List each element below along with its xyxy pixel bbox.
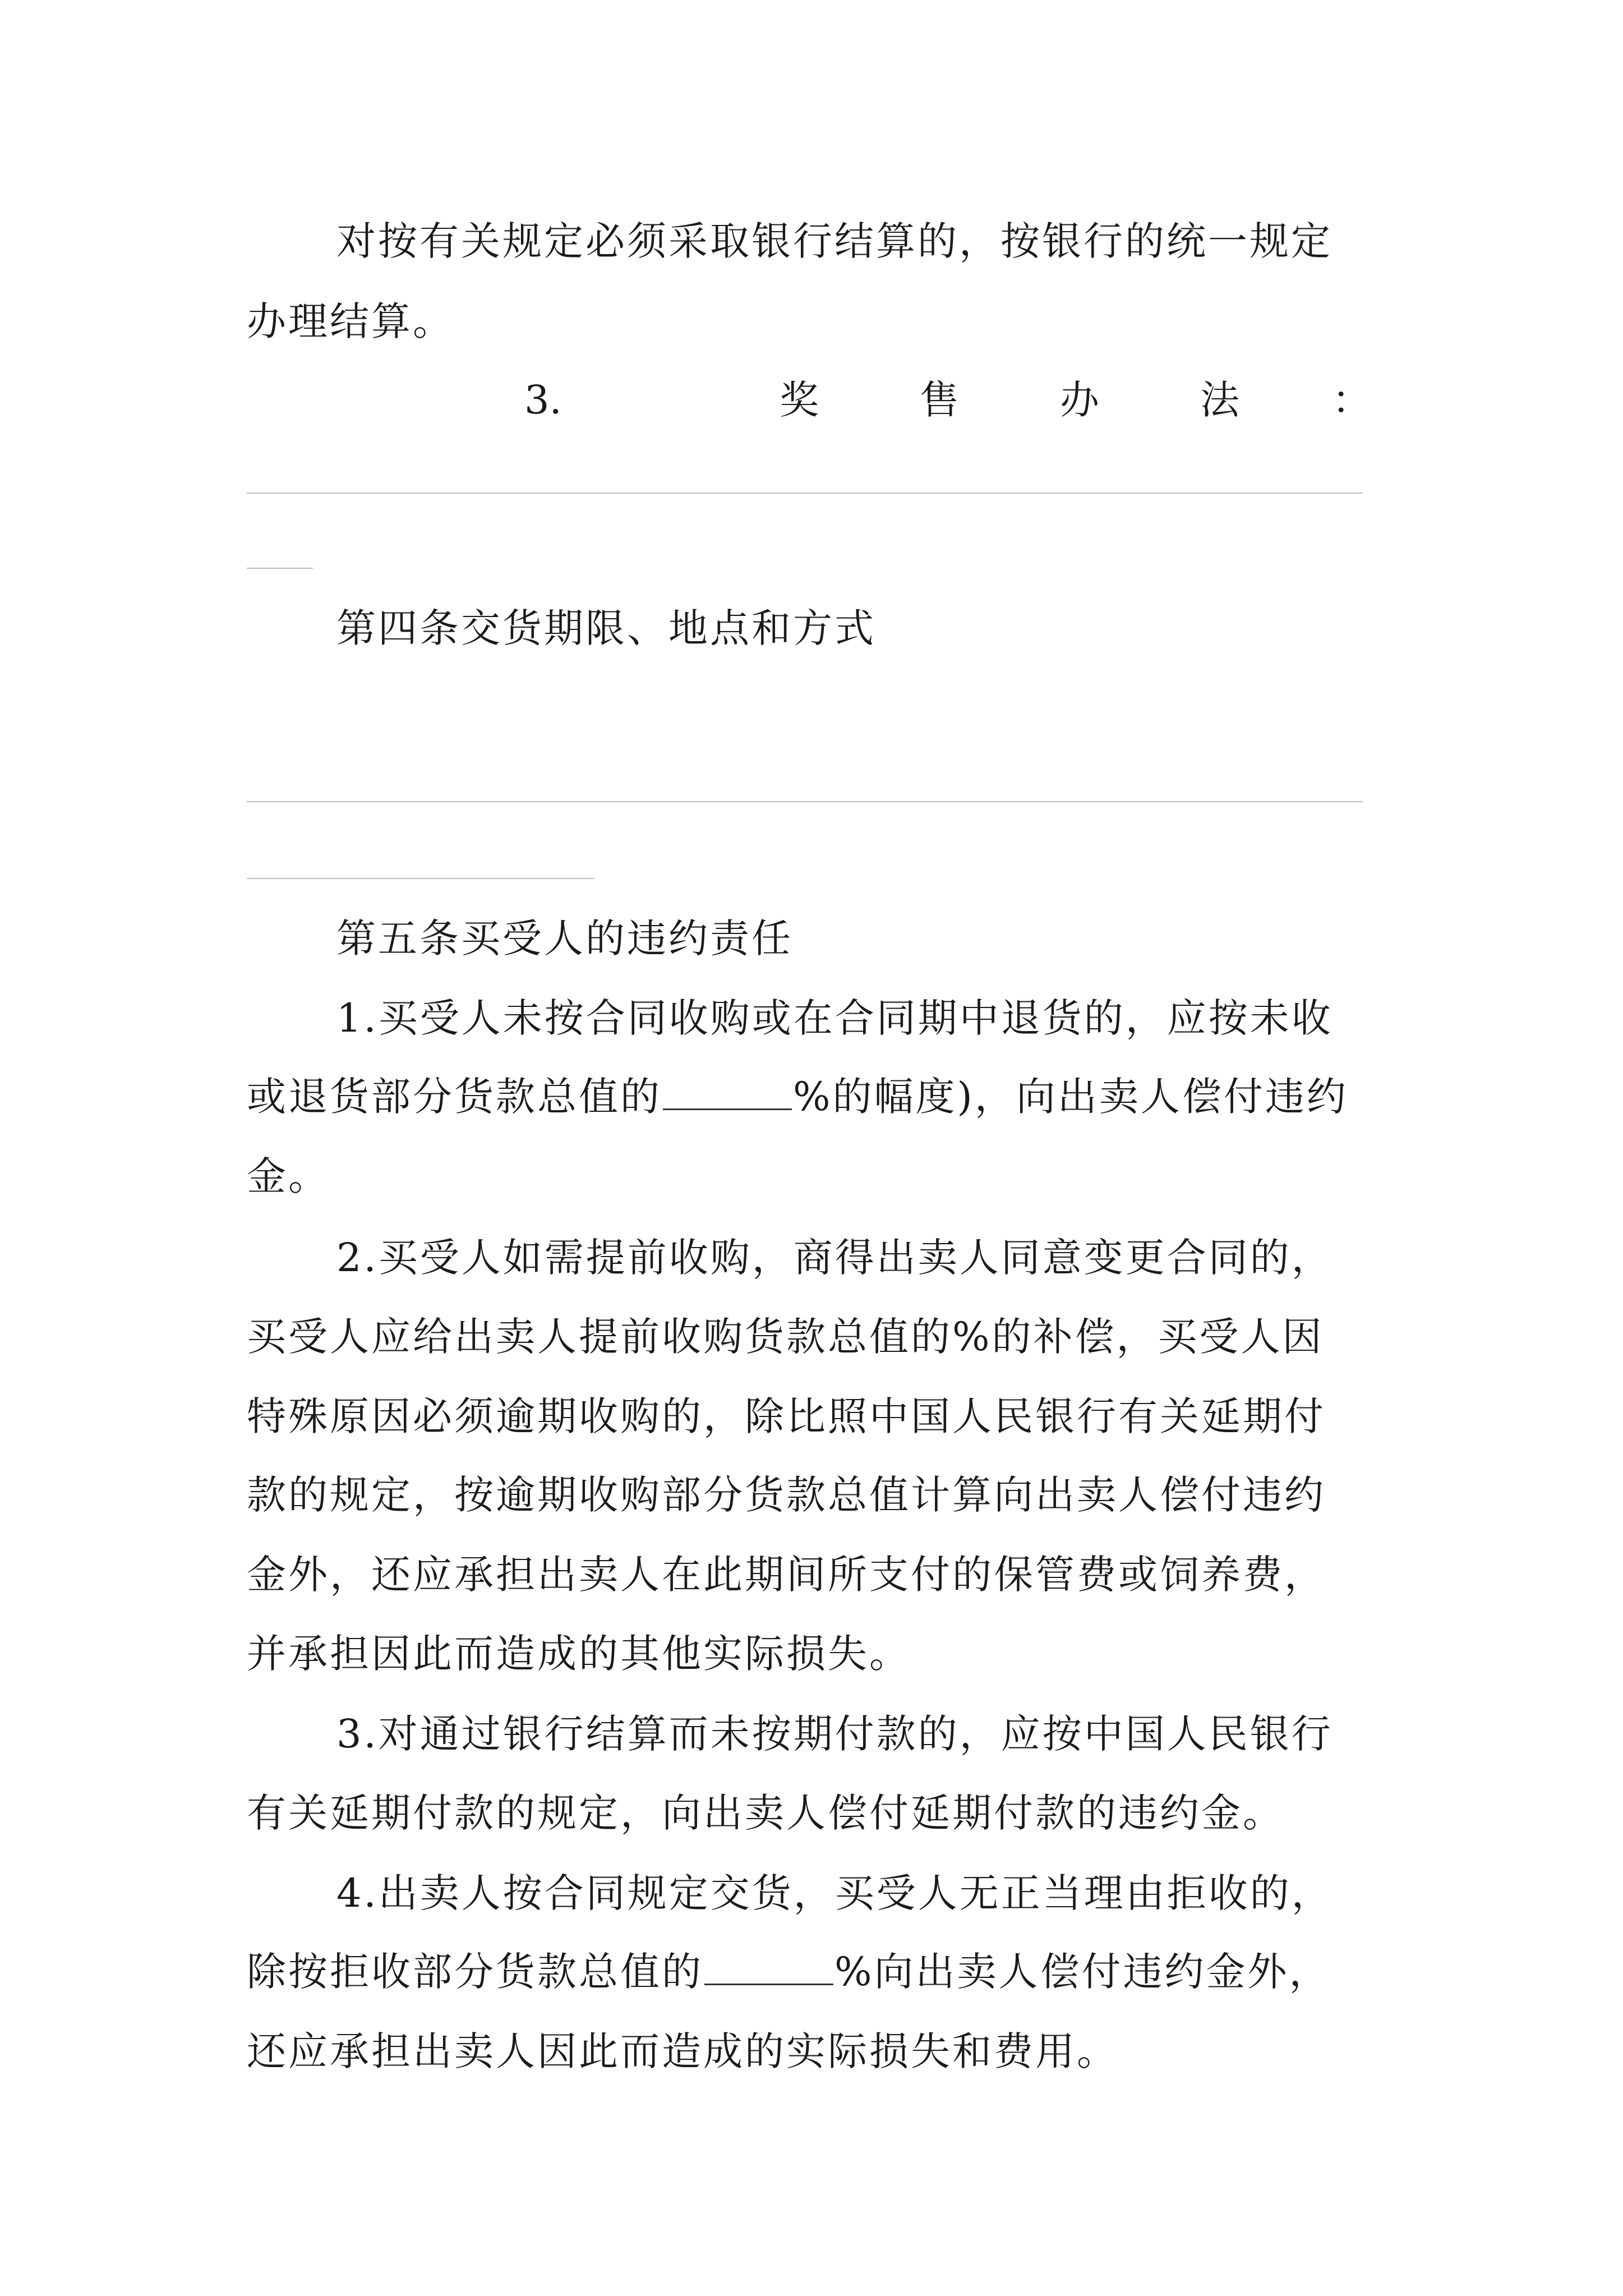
clause-1-line-2	[247, 1071, 1348, 1122]
clause-2-line-3: 特殊原因必须逾期收购的，除比照中国人民银行有关延期付	[247, 1393, 1326, 1439]
clause-4-text-after-blank: %向出卖人偿付违约金外，	[834, 1949, 1331, 1995]
clause-1-text-before-blank: 或退货部分货款总值的	[247, 1074, 662, 1120]
fill-in-line	[247, 493, 1363, 494]
clause-3-line-2: 有关延期付款的规定，向出卖人偿付延期付款的违约金。	[247, 1790, 1284, 1836]
clause-1-line-3: 金。	[247, 1153, 330, 1199]
section-3-char-3: 办	[1060, 377, 1099, 423]
section-3-char-1: 奖	[780, 377, 819, 423]
clause-1-line-1: 1.买受人未按合同收购或在合同期中退货的，应按未收	[336, 995, 1333, 1041]
section-3-char-4: 法	[1200, 377, 1239, 423]
percentage-blank[interactable]	[663, 1075, 792, 1110]
clause-4-text-before-blank: 除按拒收部分货款总值的	[247, 1949, 703, 1995]
clause-4-line-1: 4.出卖人按合同规定交货，买受人无正当理由拒收的，	[336, 1870, 1333, 1916]
clause-2-line-1: 2.买受人如需提前收购，商得出卖人同意变更合同的，	[336, 1235, 1333, 1281]
clause-2-line-5: 金外，还应承担出卖人在此期间所支付的保管费或饲养费，	[247, 1552, 1326, 1598]
percentage-blank[interactable]	[704, 1950, 833, 1985]
clause-1-text-after-blank: %的幅度)，向出卖人偿付违约	[793, 1074, 1348, 1120]
clause-3-line-1: 3.对通过银行结算而未按期付款的，应按中国人民银行	[336, 1711, 1333, 1757]
article-4-title: 第四条交货期限、地点和方式	[336, 605, 876, 651]
clause-2-line-4: 款的规定，按逾期收购部分货款总值计算向出卖人偿付违约	[247, 1472, 1326, 1518]
article-5-title: 第五条买受人的违约责任	[336, 915, 793, 961]
fill-in-line	[247, 801, 1363, 802]
section-3-number: 3.	[524, 377, 562, 423]
intro-line-1: 对按有关规定必须采取银行结算的，按银行的统一规定	[336, 218, 1332, 264]
section-3-char-2: 售	[920, 377, 959, 423]
section-3-colon: ：	[1332, 377, 1371, 423]
clause-4-line-3: 还应承担出卖人因此而造成的实际损失和费用。	[247, 2028, 1118, 2074]
clause-4-line-2	[247, 1947, 1331, 1997]
clause-2-line-6: 并承担因此而造成的其他实际损失。	[247, 1631, 911, 1677]
fill-in-line-short	[247, 878, 594, 879]
fill-in-line-short	[247, 568, 313, 569]
clause-2-line-2: 买受人应给出卖人提前收购货款总值的%的补偿，买受人因	[247, 1314, 1324, 1360]
intro-line-2: 办理结算。	[247, 298, 454, 344]
